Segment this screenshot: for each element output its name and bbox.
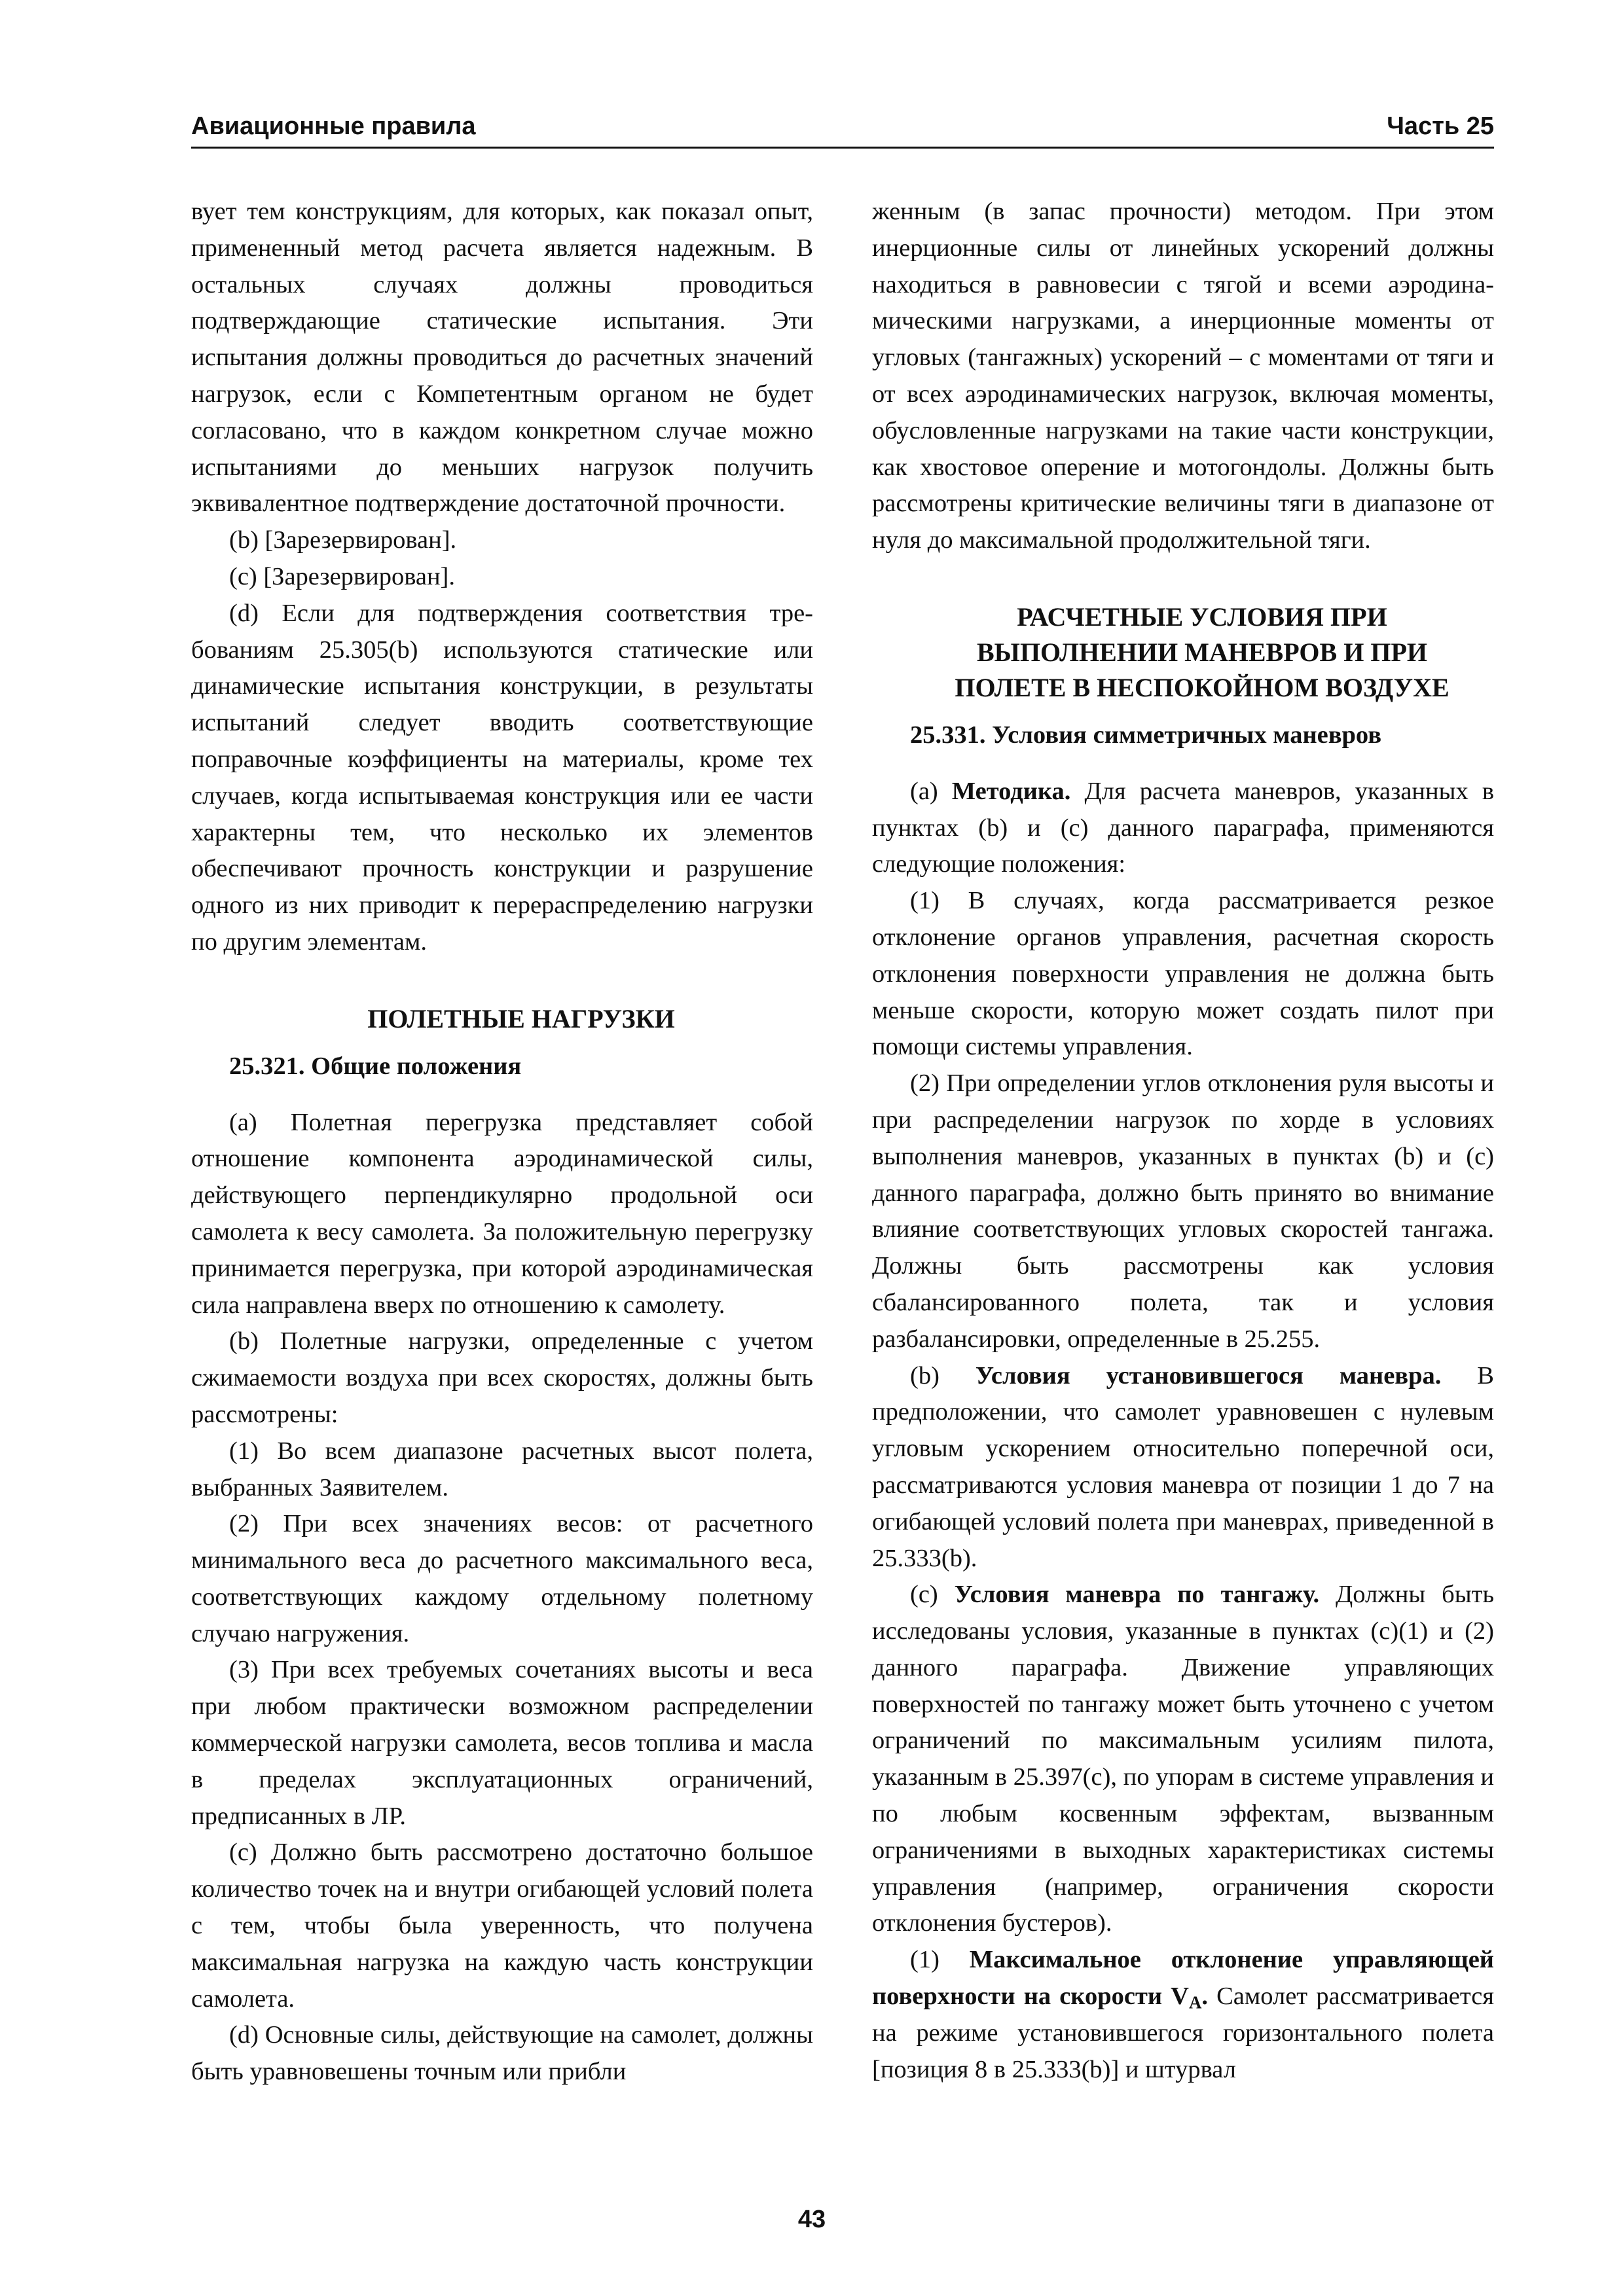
velocity-subscript: A [1188,1992,1202,2013]
paragraph-c-reserved: (c) [Зарезервирован]. [229,562,455,590]
header-document-title: Авиационные правила [191,113,476,140]
paragraph-term: Условия маневра по тангажу. [954,1581,1320,1609]
paragraph-label: (c) [910,1581,955,1609]
paragraph-b-reserved: (b) [Зарезервирован]. [229,526,457,554]
term-period: . [1201,1982,1209,2011]
article-title-25-321: 25.321. Общие положения [229,1052,522,1080]
paragraph-text: В предположении, что самолет уравновешен с нулевым угловым ускорением относительно поперечной оси, рассматриваются условия маневра от позиции 1 до 7 на огибающей условий полета при маневрах, приведенной в 25.333(b). [872,1361,1494,1572]
running-header [191,113,1494,151]
paragraph-text: Должны быть исследованы условия, указанные в пунктах (c)(1) и (2) данного параграфа. Движение управляющих поверхностей по тангажу может быть уточнено с учетом ограничений по максимальным усилиям пилота, указанным в 25.397(c), по упорам в системе управления и по любым косвенным эффектам, вызванным ограничениями в выходных характеристиках системы управления (например, ограничения скорости отклонения бустеров). [872,1581,1494,1937]
paragraph-d: (d) Если для подтверждения соответствия требованиям 25.305(b) используются статические или динамические испытания конструкции, в результаты испытаний следует вводить соответствующие поправочные коэффициенты на материалы, кроме тех случаев, когда испытываемая конструкция или ее части характерны тем, что несколько их элементов обеспечивают прочность конструкции и разрушение одного из них приводит к перераспределению нагрузки по другим элементам. [191,599,813,956]
spacer [191,1085,813,1105]
header-rule [191,147,1494,149]
paragraph-label: (1) [910,1946,970,1974]
section-title-line-1: РАСЧЕТНЫЕ УСЛОВИЯ ПРИ [1017,601,1387,632]
subparagraph-a2: (2) При определении углов отклонения руля высоты и при распределении нагрузок по хорде в условиях выполнения маневров, указанных в пунктах (b) и (c) данного параграфа, должно быть принято во внимание влияние соответствующих угловых скоростей тангажа. Должны быть рассмотрены как условия сбалансированного полета, так и условия разбалансировки, определенные в 25.255. [872,1069,1494,1353]
paragraph-c [872,1577,1494,1942]
paragraph-text: Для расчета маневров, указанных в пунктах (b) и (c) данного параграфа, применяются следующие положения: [872,777,1494,878]
spacer [872,559,1494,600]
spacer [191,1037,813,1049]
spacer [191,961,813,1001]
left-column [191,194,813,2090]
section-title-line-2: ВЫПОЛНЕНИИ МАНЕВРОВ И ПРИ [976,637,1427,667]
section-title-line-3: ПОЛЕТЕ В НЕСПОКОЙНОМ ВОЗДУХЕ [955,672,1450,702]
paragraph-continued: вует тем конструкциям, для которых, как показал опыт, примененный метод расчета является надежным. В остальных случаях должны проводиться подтверждающие статические испытания. Эти испытания должны проводиться до расчетных значений нагрузок, если с Компетентным органом не будет согласовано, что в каждом конкретном случае можно испытаниями до меньших нагрузок получить эквивалентное подтверждение достаточной прочности. [191,198,813,518]
term-text: Максимальное отклонение управляющей поверхности на скорости V [872,1946,1494,2011]
article-title-25-331: 25.331. Условия симметричных маневров [910,721,1382,749]
paragraph-continued: женным (в запас прочности) методом. При этом инерционные силы от линейных ускорений должны находиться в равновесии с тягой и всеми аэродинамическими нагрузками, а инерционные моменты от угловых (тангажных) ускорений – с моментами от тяги и от всех аэродинамических нагрузок, включая моменты, обусловленные нагрузками на такие части конструкции, как хвостовое оперение и мотогондолы. Должны быть рассмотрены критические величины тяги в диапазоне от нуля до максимальной продолжительной тяги. [872,198,1494,554]
paragraph-text: Самолет рассматривается на режиме установившегося горизонтального полета [позиция 8 в 25.333(b)] и штурвал [872,1982,1494,2083]
paragraph-c: (c) Должно быть рассмотрено достаточно большое количество точек на и внутри огибающей условий полета с тем, чтобы была уверенность, что получена максимальная нагрузка на каждую часть конструкции самолета. [191,1839,813,2013]
right-column [872,194,1494,2088]
spacer [872,706,1494,717]
subparagraph-a1: (1) В случаях, когда рассматривается резкое отклонение органов управления, расчетная скорость отклонения поверхности управления не должна быть меньше скорости, которую может создать пилот при помощи системы управления. [872,887,1494,1061]
section-title-flight-loads: ПОЛЕТНЫЕ НАГРУЗКИ [367,1003,675,1033]
page-number: 43 [797,2206,826,2233]
subparagraph-b2: (2) При всех значениях весов: от расчетного минимального веса до расчетного максимального веса, соответствующих каждому отдельному полетному случаю нагружения. [191,1510,813,1647]
paragraph-d: (d) Основные силы, действующие на самолет, должны быть уравновешены точным или прибли [191,2021,813,2086]
subparagraph-b1: (1) Во всем диапазоне расчетных высот полета, выбранных Заявителем. [191,1437,813,1501]
paragraph-b: (b) Полетные нагрузки, определенные с учетом сжимаемости воздуха при всех скоростях, должны быть рассмотрены: [191,1327,813,1428]
paragraph-label: (a) [910,777,952,805]
paragraph-a [872,774,1494,883]
paragraph-a: (a) Полетная перегрузка представляет собой отношение компонента аэродинамической силы, действующего перпендикулярно продольной оси самолета к весу самолета. За положительную перегрузку принимается перегрузка, при которой аэродинамическая сила направлена вверх по отношению к самолету. [191,1108,813,1319]
subparagraph-c1 [872,1942,1494,2088]
paragraph-term: Условия установившегося маневра. [975,1361,1442,1390]
paragraph-label: (b) [910,1361,976,1390]
spacer [872,754,1494,774]
paragraph-b [872,1358,1494,1577]
paragraph-term: Методика. [951,777,1071,805]
subparagraph-b3: (3) При всех требуемых сочетаниях высоты и веса при любом практически возможном распределении коммерческой нагрузки самолета, весов топлива и масла в пределах эксплуатационных ограничений, предписанных в ЛР. [191,1656,813,1830]
header-part-number: Часть 25 [1387,113,1494,140]
